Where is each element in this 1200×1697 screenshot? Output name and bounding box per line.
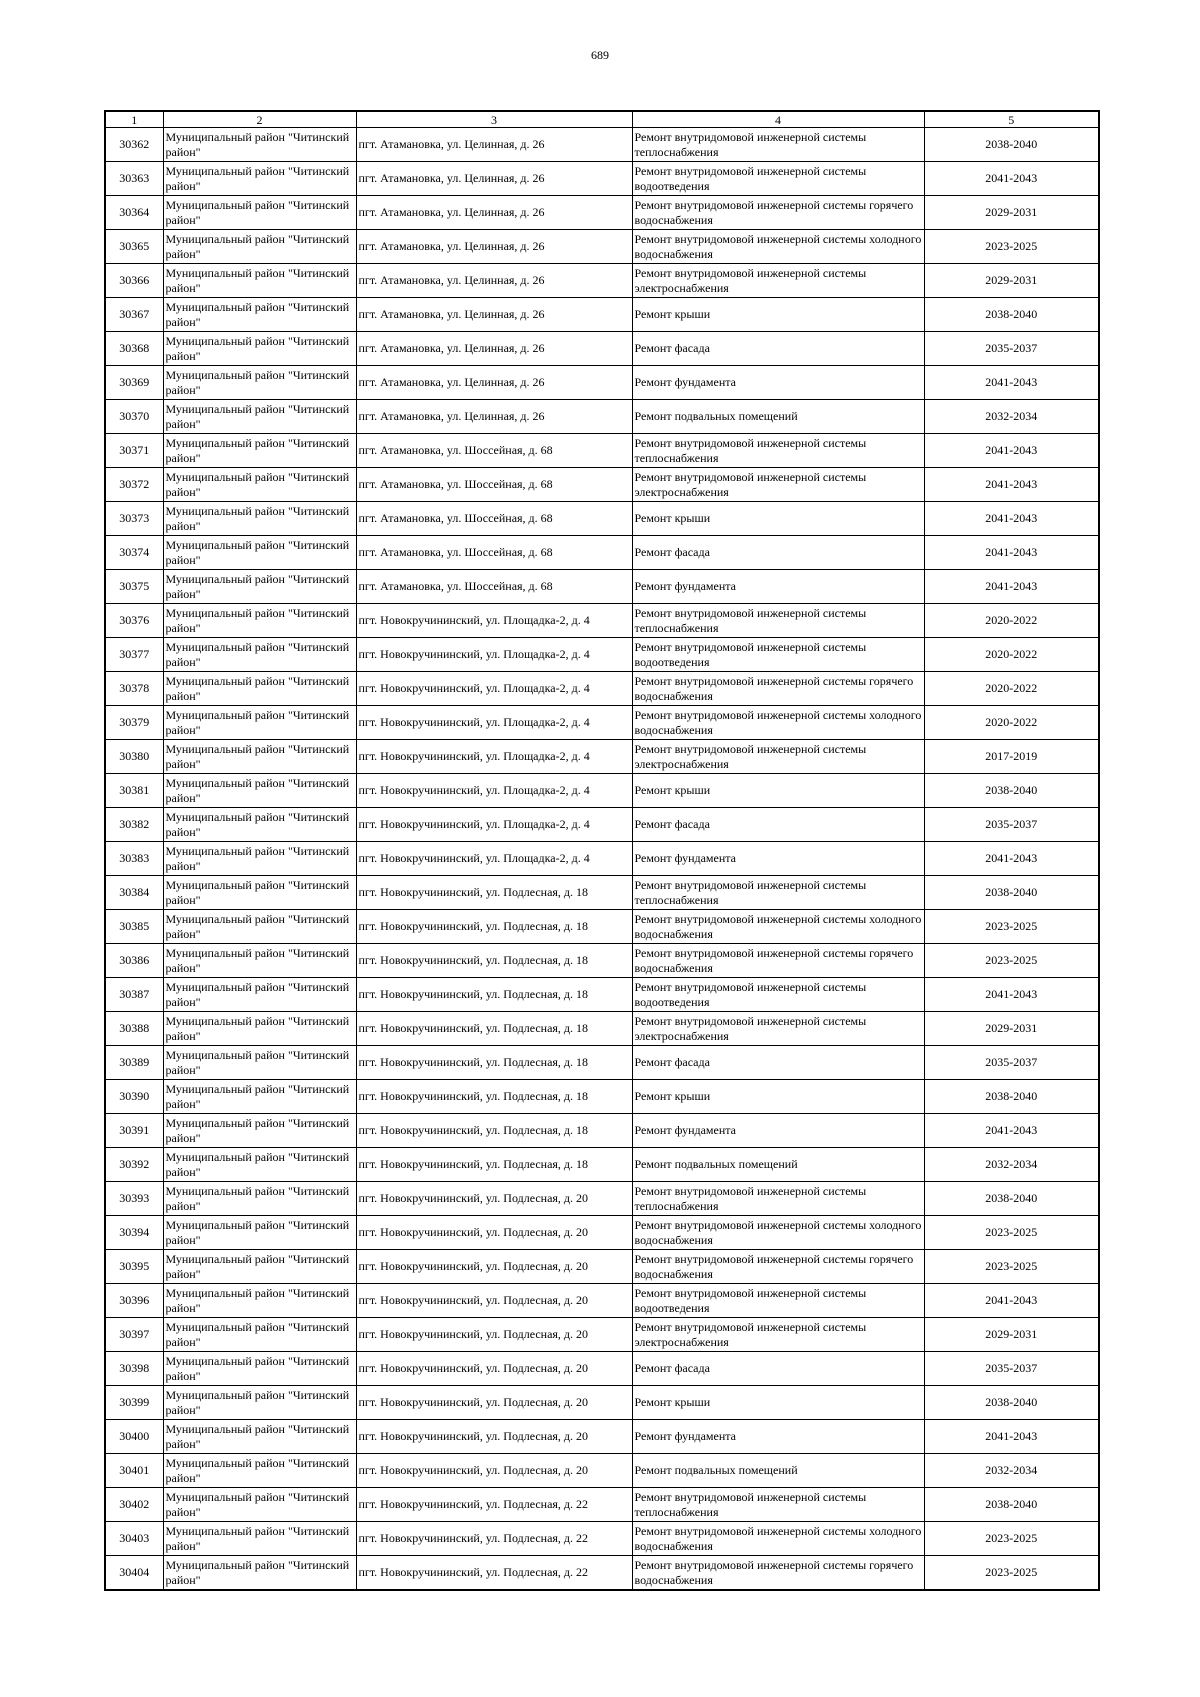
table-row: [105, 944, 1099, 978]
table-row: [105, 468, 1099, 502]
municipality-cell: Муниципальный район "Читинский район": [163, 570, 356, 604]
table-row: [105, 910, 1099, 944]
period-cell: 2020-2022: [924, 604, 1099, 638]
work-type-cell: Ремонт фасада: [632, 808, 924, 842]
address-cell: пгт. Атамановка, ул. Целинная, д. 26: [356, 264, 632, 298]
work-type-cell: Ремонт фундамента: [632, 1420, 924, 1454]
address-cell: пгт. Новокручининский, ул. Подлесная, д. 20: [356, 1182, 632, 1216]
municipality-cell: Муниципальный район "Читинский район": [163, 1318, 356, 1352]
work-type-cell: Ремонт подвальных помещений: [632, 400, 924, 434]
table-body: [105, 128, 1099, 1591]
table-row: [105, 774, 1099, 808]
address-cell: пгт. Атамановка, ул. Целинная, д. 26: [356, 298, 632, 332]
period-cell: 2038-2040: [924, 1386, 1099, 1420]
address-cell: пгт. Новокручининский, ул. Подлесная, д. 18: [356, 1148, 632, 1182]
table-row: [105, 604, 1099, 638]
table-row: [105, 1420, 1099, 1454]
work-type-cell: Ремонт внутридомовой инженерной системы теплоснабжения: [632, 128, 924, 162]
period-cell: 2032-2034: [924, 1454, 1099, 1488]
address-cell: пгт. Новокручининский, ул. Подлесная, д. 20: [356, 1284, 632, 1318]
address-cell: пгт. Атамановка, ул. Целинная, д. 26: [356, 400, 632, 434]
period-cell: 2023-2025: [924, 910, 1099, 944]
address-cell: пгт. Новокручининский, ул. Подлесная, д. 20: [356, 1420, 632, 1454]
municipality-cell: Муниципальный район "Читинский район": [163, 978, 356, 1012]
municipality-cell: Муниципальный район "Читинский район": [163, 740, 356, 774]
address-cell: пгт. Новокручининский, ул. Площадка-2, д. 4: [356, 672, 632, 706]
table-row: [105, 740, 1099, 774]
row-number: 30392: [105, 1148, 163, 1182]
column-header-3: 3: [356, 111, 632, 128]
row-number: 30382: [105, 808, 163, 842]
header-row: [105, 111, 1099, 128]
table-row: [105, 978, 1099, 1012]
municipality-cell: Муниципальный район "Читинский район": [163, 1420, 356, 1454]
row-number: 30368: [105, 332, 163, 366]
row-number: 30379: [105, 706, 163, 740]
work-type-cell: Ремонт крыши: [632, 774, 924, 808]
row-number: 30381: [105, 774, 163, 808]
address-cell: пгт. Новокручининский, ул. Площадка-2, д. 4: [356, 774, 632, 808]
row-number: 30364: [105, 196, 163, 230]
address-cell: пгт. Атамановка, ул. Шоссейная, д. 68: [356, 468, 632, 502]
work-type-cell: Ремонт крыши: [632, 1386, 924, 1420]
table-row: [105, 1488, 1099, 1522]
address-cell: пгт. Новокручининский, ул. Подлесная, д. 18: [356, 910, 632, 944]
table-row: [105, 1386, 1099, 1420]
address-cell: пгт. Новокручининский, ул. Подлесная, д. 18: [356, 978, 632, 1012]
table-row: [105, 570, 1099, 604]
row-number: 30404: [105, 1556, 163, 1591]
municipality-cell: Муниципальный район "Читинский район": [163, 1012, 356, 1046]
municipality-cell: Муниципальный район "Читинский район": [163, 1080, 356, 1114]
row-number: 30363: [105, 162, 163, 196]
column-header-4: 4: [632, 111, 924, 128]
work-type-cell: Ремонт внутридомовой инженерной системы водоотведения: [632, 978, 924, 1012]
table-header: [105, 111, 1099, 128]
period-cell: 2035-2037: [924, 1352, 1099, 1386]
address-cell: пгт. Новокручининский, ул. Подлесная, д. 22: [356, 1522, 632, 1556]
period-cell: 2032-2034: [924, 1148, 1099, 1182]
period-cell: 2032-2034: [924, 400, 1099, 434]
row-number: 30395: [105, 1250, 163, 1284]
table-row: [105, 1352, 1099, 1386]
address-cell: пгт. Атамановка, ул. Целинная, д. 26: [356, 128, 632, 162]
table-row: [105, 264, 1099, 298]
period-cell: 2035-2037: [924, 332, 1099, 366]
municipality-cell: Муниципальный район "Читинский район": [163, 434, 356, 468]
address-cell: пгт. Новокручининский, ул. Площадка-2, д. 4: [356, 842, 632, 876]
work-type-cell: Ремонт фундамента: [632, 366, 924, 400]
table-row: [105, 400, 1099, 434]
municipality-cell: Муниципальный район "Читинский район": [163, 1046, 356, 1080]
period-cell: 2038-2040: [924, 1080, 1099, 1114]
municipality-cell: Муниципальный район "Читинский район": [163, 502, 356, 536]
row-number: 30399: [105, 1386, 163, 1420]
work-type-cell: Ремонт внутридомовой инженерной системы холодного водоснабжения: [632, 706, 924, 740]
municipality-cell: Муниципальный район "Читинский район": [163, 1182, 356, 1216]
municipality-cell: Муниципальный район "Читинский район": [163, 842, 356, 876]
row-number: 30387: [105, 978, 163, 1012]
period-cell: 2041-2043: [924, 468, 1099, 502]
work-type-cell: Ремонт внутридомовой инженерной системы водоотведения: [632, 1284, 924, 1318]
work-type-cell: Ремонт внутридомовой инженерной системы теплоснабжения: [632, 1488, 924, 1522]
work-type-cell: Ремонт внутридомовой инженерной системы холодного водоснабжения: [632, 1522, 924, 1556]
row-number: 30375: [105, 570, 163, 604]
table-row: [105, 1080, 1099, 1114]
work-type-cell: Ремонт крыши: [632, 502, 924, 536]
period-cell: 2041-2043: [924, 1420, 1099, 1454]
address-cell: пгт. Новокручининский, ул. Подлесная, д. 20: [356, 1216, 632, 1250]
row-number: 30372: [105, 468, 163, 502]
address-cell: пгт. Новокручининский, ул. Подлесная, д. 18: [356, 944, 632, 978]
row-number: 30380: [105, 740, 163, 774]
row-number: 30366: [105, 264, 163, 298]
row-number: 30367: [105, 298, 163, 332]
row-number: 30369: [105, 366, 163, 400]
municipality-cell: Муниципальный район "Читинский район": [163, 1522, 356, 1556]
work-type-cell: Ремонт внутридомовой инженерной системы горячего водоснабжения: [632, 1556, 924, 1591]
page-number: 689: [591, 48, 609, 62]
municipality-cell: Муниципальный район "Читинский район": [163, 536, 356, 570]
municipality-cell: Муниципальный район "Читинский район": [163, 1284, 356, 1318]
period-cell: 2041-2043: [924, 162, 1099, 196]
row-number: 30389: [105, 1046, 163, 1080]
row-number: 30370: [105, 400, 163, 434]
table-row: [105, 808, 1099, 842]
row-number: 30385: [105, 910, 163, 944]
period-cell: 2041-2043: [924, 536, 1099, 570]
period-cell: 2023-2025: [924, 944, 1099, 978]
address-cell: пгт. Новокручининский, ул. Площадка-2, д. 4: [356, 808, 632, 842]
table-row: [105, 1148, 1099, 1182]
table-row: [105, 672, 1099, 706]
address-cell: пгт. Новокручининский, ул. Подлесная, д. 22: [356, 1556, 632, 1591]
period-cell: 2038-2040: [924, 876, 1099, 910]
column-header-5: 5: [924, 111, 1099, 128]
work-type-cell: Ремонт внутридомовой инженерной системы горячего водоснабжения: [632, 672, 924, 706]
work-type-cell: Ремонт подвальных помещений: [632, 1148, 924, 1182]
period-cell: 2041-2043: [924, 366, 1099, 400]
table-row: [105, 298, 1099, 332]
table-row: [105, 1556, 1099, 1591]
period-cell: 2041-2043: [924, 570, 1099, 604]
table-row: [105, 230, 1099, 264]
row-number: 30393: [105, 1182, 163, 1216]
table-row: [105, 366, 1099, 400]
period-cell: 2023-2025: [924, 1250, 1099, 1284]
municipality-cell: Муниципальный район "Читинский район": [163, 944, 356, 978]
table-row: [105, 706, 1099, 740]
period-cell: 2038-2040: [924, 1488, 1099, 1522]
row-number: 30362: [105, 128, 163, 162]
period-cell: 2041-2043: [924, 1114, 1099, 1148]
municipality-cell: Муниципальный район "Читинский район": [163, 298, 356, 332]
period-cell: 2020-2022: [924, 706, 1099, 740]
address-cell: пгт. Новокручининский, ул. Подлесная, д. 20: [356, 1386, 632, 1420]
work-type-cell: Ремонт внутридомовой инженерной системы электроснабжения: [632, 468, 924, 502]
work-type-cell: Ремонт крыши: [632, 298, 924, 332]
address-cell: пгт. Атамановка, ул. Шоссейная, д. 68: [356, 536, 632, 570]
municipality-cell: Муниципальный район "Читинский район": [163, 638, 356, 672]
period-cell: 2041-2043: [924, 978, 1099, 1012]
address-cell: пгт. Новокручининский, ул. Площадка-2, д. 4: [356, 706, 632, 740]
work-type-cell: Ремонт внутридомовой инженерной системы горячего водоснабжения: [632, 944, 924, 978]
address-cell: пгт. Новокручининский, ул. Подлесная, д. 20: [356, 1352, 632, 1386]
work-type-cell: Ремонт внутридомовой инженерной системы холодного водоснабжения: [632, 1216, 924, 1250]
municipality-cell: Муниципальный район "Читинский район": [163, 1114, 356, 1148]
address-cell: пгт. Новокручининский, ул. Площадка-2, д. 4: [356, 638, 632, 672]
address-cell: пгт. Новокручининский, ул. Площадка-2, д. 4: [356, 740, 632, 774]
work-type-cell: Ремонт внутридомовой инженерной системы холодного водоснабжения: [632, 910, 924, 944]
municipality-cell: Муниципальный район "Читинский район": [163, 162, 356, 196]
table-row: [105, 1522, 1099, 1556]
row-number: 30388: [105, 1012, 163, 1046]
row-number: 30394: [105, 1216, 163, 1250]
row-number: 30402: [105, 1488, 163, 1522]
row-number: 30396: [105, 1284, 163, 1318]
period-cell: 2029-2031: [924, 264, 1099, 298]
address-cell: пгт. Новокручининский, ул. Подлесная, д. 18: [356, 1080, 632, 1114]
municipality-cell: Муниципальный район "Читинский район": [163, 1386, 356, 1420]
table-row: [105, 1216, 1099, 1250]
work-type-cell: Ремонт фасада: [632, 1046, 924, 1080]
period-cell: 2020-2022: [924, 638, 1099, 672]
row-number: 30365: [105, 230, 163, 264]
work-type-cell: Ремонт внутридомовой инженерной системы электроснабжения: [632, 740, 924, 774]
row-number: 30383: [105, 842, 163, 876]
municipality-cell: Муниципальный район "Читинский район": [163, 1556, 356, 1591]
address-cell: пгт. Атамановка, ул. Целинная, д. 26: [356, 366, 632, 400]
work-type-cell: Ремонт подвальных помещений: [632, 1454, 924, 1488]
work-type-cell: Ремонт внутридомовой инженерной системы теплоснабжения: [632, 434, 924, 468]
period-cell: 2023-2025: [924, 1216, 1099, 1250]
work-type-cell: Ремонт крыши: [632, 1080, 924, 1114]
work-type-cell: Ремонт фасада: [632, 1352, 924, 1386]
row-number: 30376: [105, 604, 163, 638]
municipality-cell: Муниципальный район "Читинский район": [163, 366, 356, 400]
row-number: 30400: [105, 1420, 163, 1454]
row-number: 30390: [105, 1080, 163, 1114]
municipality-cell: Муниципальный район "Читинский район": [163, 876, 356, 910]
municipality-cell: Муниципальный район "Читинский район": [163, 1488, 356, 1522]
table-row: [105, 1318, 1099, 1352]
address-cell: пгт. Новокручининский, ул. Подлесная, д. 20: [356, 1454, 632, 1488]
period-cell: 2029-2031: [924, 1012, 1099, 1046]
work-type-cell: Ремонт внутридомовой инженерной системы электроснабжения: [632, 1012, 924, 1046]
column-header-2: 2: [163, 111, 356, 128]
column-header-1: 1: [105, 111, 163, 128]
period-cell: 2038-2040: [924, 298, 1099, 332]
table-row: [105, 638, 1099, 672]
municipality-cell: Муниципальный район "Читинский район": [163, 264, 356, 298]
table-row: [105, 1250, 1099, 1284]
address-cell: пгт. Атамановка, ул. Целинная, д. 26: [356, 332, 632, 366]
period-cell: 2023-2025: [924, 1556, 1099, 1591]
period-cell: 2035-2037: [924, 1046, 1099, 1080]
work-type-cell: Ремонт внутридомовой инженерной системы водоотведения: [632, 162, 924, 196]
table-row: [105, 842, 1099, 876]
address-cell: пгт. Новокручининский, ул. Подлесная, д. 18: [356, 1046, 632, 1080]
period-cell: 2038-2040: [924, 1182, 1099, 1216]
work-type-cell: Ремонт внутридомовой инженерной системы холодного водоснабжения: [632, 230, 924, 264]
work-type-cell: Ремонт внутридомовой инженерной системы теплоснабжения: [632, 604, 924, 638]
table-row: [105, 1046, 1099, 1080]
municipality-cell: Муниципальный район "Читинский район": [163, 1216, 356, 1250]
table-row: [105, 1454, 1099, 1488]
work-type-cell: Ремонт внутридомовой инженерной системы теплоснабжения: [632, 876, 924, 910]
work-type-cell: Ремонт внутридомовой инженерной системы теплоснабжения: [632, 1182, 924, 1216]
table-row: [105, 1012, 1099, 1046]
period-cell: 2041-2043: [924, 842, 1099, 876]
address-cell: пгт. Новокручининский, ул. Подлесная, д. 18: [356, 1114, 632, 1148]
work-type-cell: Ремонт фундамента: [632, 842, 924, 876]
municipality-cell: Муниципальный район "Читинский район": [163, 672, 356, 706]
row-number: 30397: [105, 1318, 163, 1352]
period-cell: 2023-2025: [924, 230, 1099, 264]
row-number: 30401: [105, 1454, 163, 1488]
period-cell: 2041-2043: [924, 1284, 1099, 1318]
period-cell: 2029-2031: [924, 1318, 1099, 1352]
address-cell: пгт. Атамановка, ул. Шоссейная, д. 68: [356, 502, 632, 536]
address-cell: пгт. Атамановка, ул. Шоссейная, д. 68: [356, 434, 632, 468]
work-type-cell: Ремонт внутридомовой инженерной системы водоотведения: [632, 638, 924, 672]
municipality-cell: Муниципальный район "Читинский район": [163, 808, 356, 842]
address-cell: пгт. Новокручининский, ул. Подлесная, д. 18: [356, 1012, 632, 1046]
row-number: 30403: [105, 1522, 163, 1556]
row-number: 30371: [105, 434, 163, 468]
period-cell: 2041-2043: [924, 434, 1099, 468]
period-cell: 2041-2043: [924, 502, 1099, 536]
address-cell: пгт. Атамановка, ул. Целинная, д. 26: [356, 230, 632, 264]
municipality-cell: Муниципальный район "Читинский район": [163, 774, 356, 808]
municipality-cell: Муниципальный район "Читинский район": [163, 706, 356, 740]
period-cell: 2035-2037: [924, 808, 1099, 842]
municipality-cell: Муниципальный район "Читинский район": [163, 1148, 356, 1182]
table-row: [105, 1114, 1099, 1148]
address-cell: пгт. Атамановка, ул. Целинная, д. 26: [356, 162, 632, 196]
address-cell: пгт. Атамановка, ул. Целинная, д. 26: [356, 196, 632, 230]
work-type-cell: Ремонт фундамента: [632, 570, 924, 604]
municipality-cell: Муниципальный район "Читинский район": [163, 604, 356, 638]
municipality-cell: Муниципальный район "Читинский район": [163, 400, 356, 434]
municipality-cell: Муниципальный район "Читинский район": [163, 1454, 356, 1488]
period-cell: 2023-2025: [924, 1522, 1099, 1556]
address-cell: пгт. Новокручининский, ул. Площадка-2, д. 4: [356, 604, 632, 638]
municipality-cell: Муниципальный район "Читинский район": [163, 468, 356, 502]
row-number: 30377: [105, 638, 163, 672]
period-cell: 2029-2031: [924, 196, 1099, 230]
municipality-cell: Муниципальный район "Читинский район": [163, 128, 356, 162]
municipality-cell: Муниципальный район "Читинский район": [163, 230, 356, 264]
table-row: [105, 196, 1099, 230]
municipality-cell: Муниципальный район "Читинский район": [163, 1250, 356, 1284]
row-number: 30373: [105, 502, 163, 536]
period-cell: 2017-2019: [924, 740, 1099, 774]
work-type-cell: Ремонт внутридомовой инженерной системы электроснабжения: [632, 1318, 924, 1352]
work-type-cell: Ремонт фасада: [632, 332, 924, 366]
work-type-cell: Ремонт внутридомовой инженерной системы электроснабжения: [632, 264, 924, 298]
municipality-cell: Муниципальный район "Читинский район": [163, 910, 356, 944]
row-number: 30374: [105, 536, 163, 570]
table-row: [105, 1284, 1099, 1318]
municipality-cell: Муниципальный район "Читинский район": [163, 1352, 356, 1386]
row-number: 30384: [105, 876, 163, 910]
table-row: [105, 162, 1099, 196]
municipality-cell: Муниципальный район "Читинский район": [163, 196, 356, 230]
table-row: [105, 332, 1099, 366]
row-number: 30386: [105, 944, 163, 978]
work-type-cell: Ремонт внутридомовой инженерной системы горячего водоснабжения: [632, 196, 924, 230]
table-row: [105, 128, 1099, 162]
register-table: [104, 110, 1100, 1591]
period-cell: 2020-2022: [924, 672, 1099, 706]
work-type-cell: Ремонт фасада: [632, 536, 924, 570]
period-cell: 2038-2040: [924, 128, 1099, 162]
municipality-cell: Муниципальный район "Читинский район": [163, 332, 356, 366]
table-row: [105, 434, 1099, 468]
work-type-cell: Ремонт внутридомовой инженерной системы горячего водоснабжения: [632, 1250, 924, 1284]
address-cell: пгт. Новокручининский, ул. Подлесная, д. 18: [356, 876, 632, 910]
table-row: [105, 876, 1099, 910]
row-number: 30378: [105, 672, 163, 706]
table-row: [105, 502, 1099, 536]
period-cell: 2038-2040: [924, 774, 1099, 808]
address-cell: пгт. Новокручининский, ул. Подлесная, д. 22: [356, 1488, 632, 1522]
work-type-cell: Ремонт фундамента: [632, 1114, 924, 1148]
address-cell: пгт. Атамановка, ул. Шоссейная, д. 68: [356, 570, 632, 604]
address-cell: пгт. Новокручининский, ул. Подлесная, д. 20: [356, 1250, 632, 1284]
row-number: 30391: [105, 1114, 163, 1148]
table-row: [105, 536, 1099, 570]
address-cell: пгт. Новокручининский, ул. Подлесная, д. 20: [356, 1318, 632, 1352]
row-number: 30398: [105, 1352, 163, 1386]
table-row: [105, 1182, 1099, 1216]
